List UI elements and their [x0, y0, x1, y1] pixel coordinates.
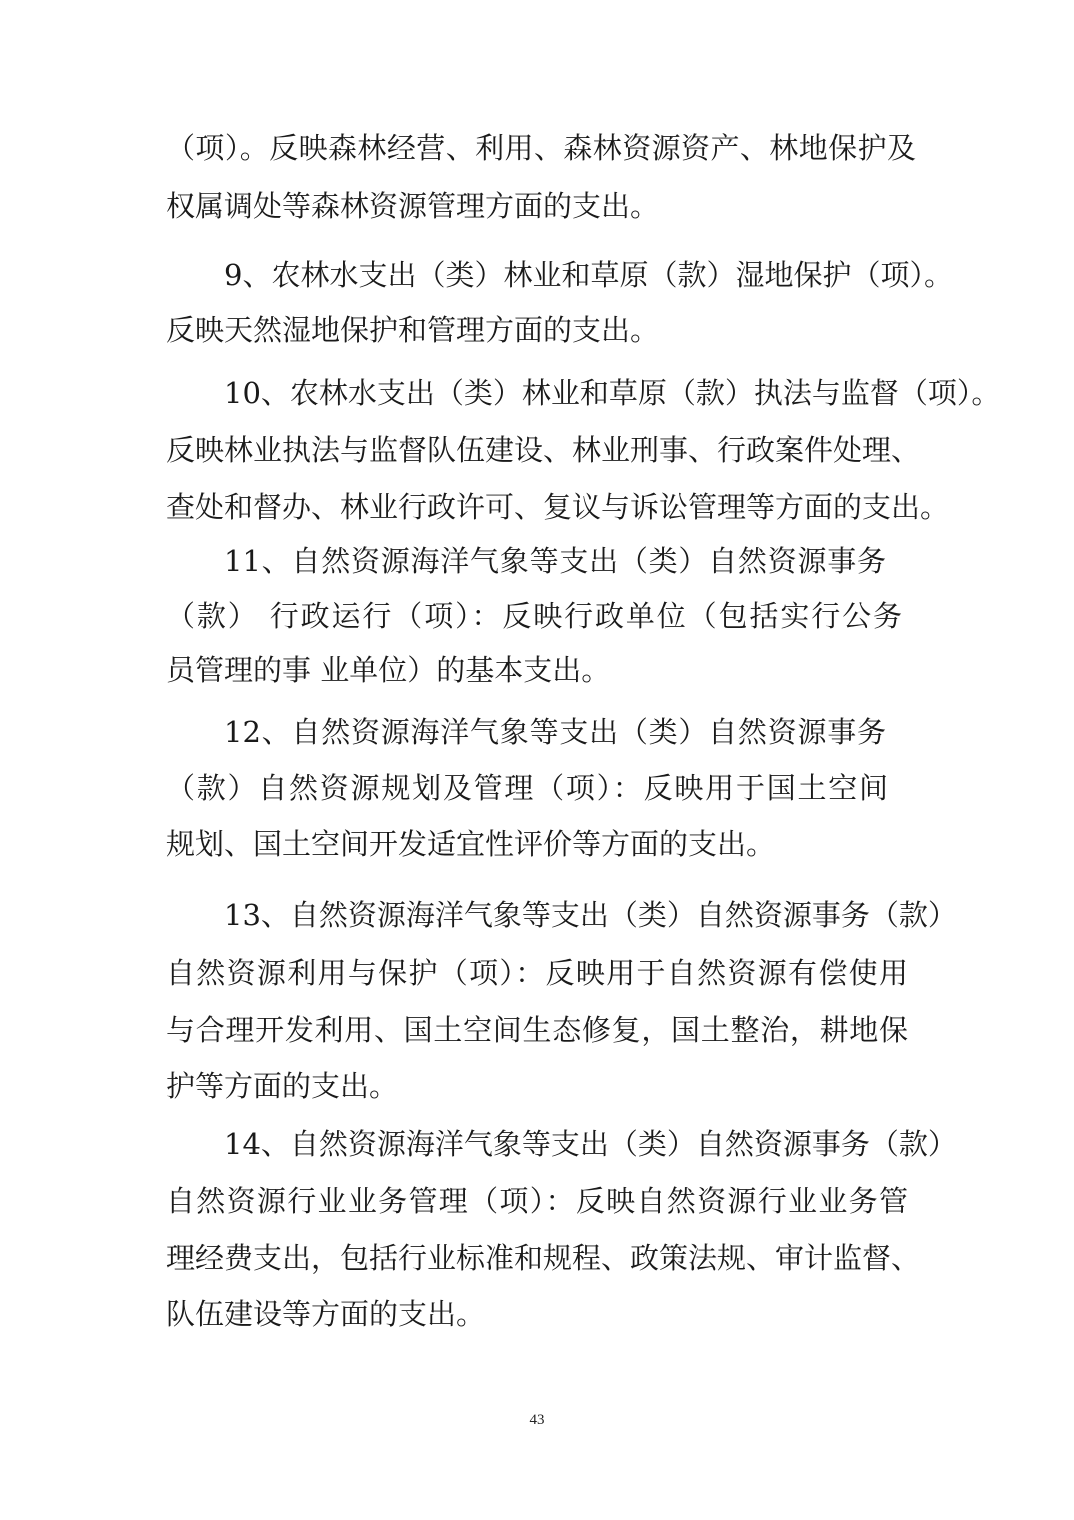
paragraph-line: （款） 行政运行（项）：反映行政单位（包括实行公务	[166, 599, 902, 633]
page-number: 43	[529, 1412, 545, 1428]
paragraph-line: 理经费支出，包括行业标准和规程、政策法规、审计监督、	[166, 1241, 921, 1275]
paragraph-line: 10、农林水支出（类）林业和草原（款）执法与监督（项）。	[224, 376, 1001, 410]
paragraph-line: 9、农林水支出（类）林业和草原（款）湿地保护（项）。	[224, 258, 953, 292]
paragraph-line: 13、自然资源海洋气象等支出（类）自然资源事务（款）	[224, 898, 957, 932]
paragraph-line: 队伍建设等方面的支出。	[166, 1297, 486, 1331]
paragraph-line: 反映天然湿地保护和管理方面的支出。	[166, 313, 660, 347]
paragraph-line: 员管理的事 业单位）的基本支出。	[166, 653, 611, 687]
paragraph-line: 与合理开发利用、国土空间生态修复，国土整治，耕地保	[166, 1013, 908, 1047]
paragraph-line: （款）自然资源规划及管理（项）：反映用于国土空间	[166, 771, 888, 805]
paragraph-line: 权属调处等森林资源管理方面的支出。	[166, 189, 660, 223]
paragraph-line: 反映林业执法与监督队伍建设、林业刑事、行政案件处理、	[166, 433, 921, 467]
paragraph-line: 规划、国土空间开发适宜性评价等方面的支出。	[166, 827, 776, 861]
paragraph-line: 14、自然资源海洋气象等支出（类）自然资源事务（款）	[224, 1127, 957, 1161]
paragraph-line: （项）。反映森林经营、利用、森林资源资产、林地保护及	[166, 131, 916, 165]
paragraph-line: 11、自然资源海洋气象等支出（类）自然资源事务	[224, 544, 886, 578]
paragraph-line: 自然资源利用与保护（项）：反映用于自然资源有偿使用	[166, 956, 908, 990]
paragraph-line: 查处和督办、林业行政许可、复议与诉讼管理等方面的支出。	[166, 490, 950, 524]
paragraph-line: 12、自然资源海洋气象等支出（类）自然资源事务	[224, 715, 886, 749]
paragraph-line: 护等方面的支出。	[166, 1069, 399, 1103]
paragraph-line: 自然资源行业业务管理（项）：反映自然资源行业业务管	[166, 1184, 908, 1218]
